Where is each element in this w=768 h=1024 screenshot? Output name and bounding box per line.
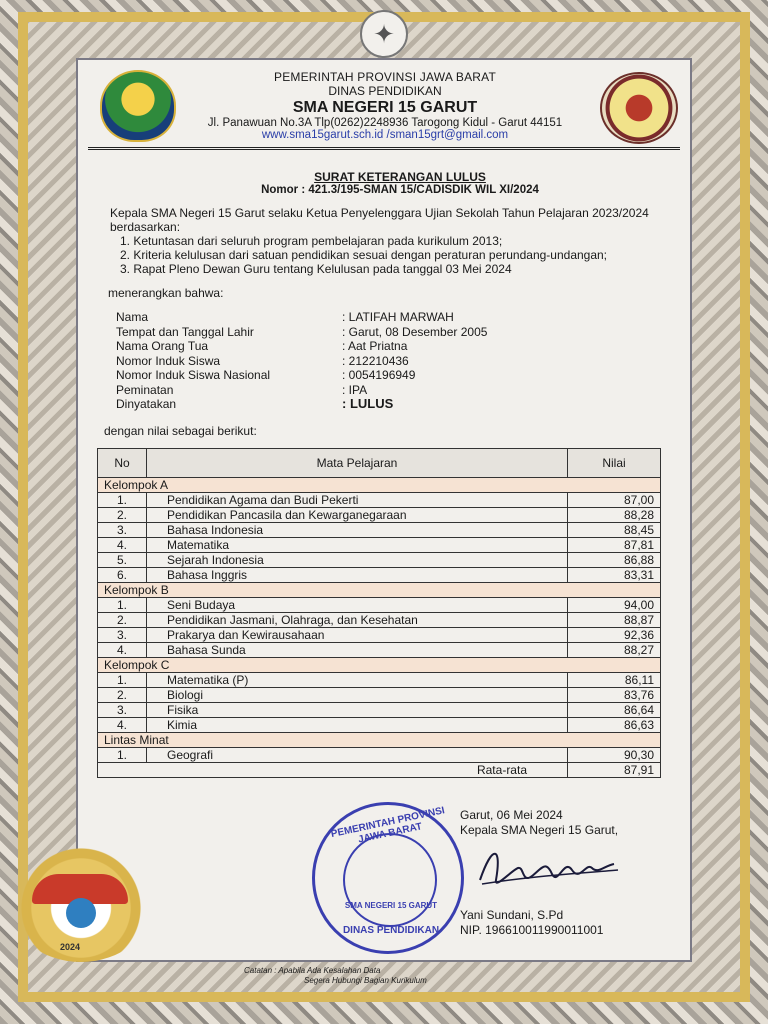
table-row (98, 613, 661, 628)
identity-row (116, 339, 642, 354)
school-contact: www.sma15garut.sch.id /sman15grt@gmail.com (261, 129, 509, 141)
stamp-bottom-text: DINAS PENDIDIKAN (342, 925, 440, 936)
row-no: 2. (98, 613, 147, 628)
row-score: 83,31 (568, 568, 661, 583)
table-row (98, 718, 661, 733)
table-row (98, 748, 661, 763)
intro-point: 2. Kriteria kelulusan dari satuan pendidikan sesuai dengan peraturan perundang-undangan; (120, 248, 608, 262)
badge-year: 2024 (60, 942, 81, 952)
row-subject: Seni Budaya (147, 598, 568, 613)
intro-point: 3. Rapat Pleno Dewan Guru tentang Kelulusan pada tanggal 03 Mei 2024 (120, 262, 512, 276)
row-score: 83,76 (568, 688, 661, 703)
row-subject: Bahasa Inggris (147, 568, 568, 583)
identity-row (116, 368, 642, 383)
stamp-top-text: PEMERINTAH PROVINSI JAWA BARAT (330, 805, 446, 846)
garuda-emblem-icon: ✦ (360, 10, 408, 58)
row-subject: Pendidikan Pancasila dan Kewarganegaraan (147, 508, 568, 523)
group-name: Lintas Minat (98, 733, 661, 748)
row-no: 2. (98, 688, 147, 703)
table-row (98, 493, 661, 508)
intro-point: 1. Ketuntasan dari seluruh program pembelajaran pada kurikulum 2013; (120, 234, 503, 248)
row-score: 88,45 (568, 523, 661, 538)
row-subject: Fisika (147, 703, 568, 718)
row-score: 88,27 (568, 643, 661, 658)
group-row (98, 658, 661, 673)
title-main: SURAT KETERANGAN LULUS (314, 170, 486, 184)
row-subject: Bahasa Indonesia (147, 523, 568, 538)
identity-value: : Garut, 08 Desember 2005 (342, 324, 488, 339)
table-row (98, 673, 661, 688)
footnote-line1: Catatan : Apabila Ada Kesalahan Data (244, 966, 381, 975)
row-score: 88,87 (568, 613, 661, 628)
row-subject: Sejarah Indonesia (147, 553, 568, 568)
footnote (244, 966, 524, 986)
identity-value: : 212210436 (342, 353, 409, 368)
signer-nip: NIP. 196610011990011001 (460, 923, 604, 937)
row-score: 87,81 (568, 538, 661, 553)
title-nomor: Nomor : 421.3/195-SMAN 15/CADISDIK WIL XI/2024 (261, 184, 539, 196)
row-no: 1. (98, 748, 147, 763)
row-subject: Geografi (147, 748, 568, 763)
row-subject: Kimia (147, 718, 568, 733)
school-address: Jl. Panawuan No.3A Tlp(0262)2248936 Tarogong Kidul - Garut 44151 (207, 117, 563, 129)
table-header (98, 449, 661, 478)
letterhead-divider (88, 147, 680, 150)
school-logo-icon (600, 72, 678, 144)
header-no: No (98, 449, 147, 478)
identity-label: Peminatan (116, 382, 174, 397)
graduation-status: : LULUS (342, 396, 394, 411)
table-row (98, 628, 661, 643)
table-row (98, 598, 661, 613)
row-no: 2. (98, 508, 147, 523)
row-subject: Biologi (147, 688, 568, 703)
student-identity (116, 310, 642, 412)
identity-label: Nama (116, 310, 149, 324)
intro-paragraph (110, 206, 670, 276)
row-subject: Matematika (147, 538, 568, 553)
kop-line2: DINAS PENDIDIKAN (328, 84, 442, 98)
table-row (98, 508, 661, 523)
average-value: 87,91 (568, 763, 661, 778)
school-stamp (312, 802, 464, 954)
table-row (98, 643, 661, 658)
table-row (98, 703, 661, 718)
row-score: 86,11 (568, 673, 661, 688)
document-title (100, 170, 700, 196)
footnote-line2: Segera Hubungi Bagian Kurikulum (304, 976, 427, 985)
table-row (98, 538, 661, 553)
row-score: 90,30 (568, 748, 661, 763)
identity-label: Dinyatakan (116, 397, 177, 411)
row-no: 1. (98, 598, 147, 613)
row-score: 86,63 (568, 718, 661, 733)
school-name: SMA NEGERI 15 GARUT (292, 99, 478, 116)
table-row (98, 688, 661, 703)
dengan-text: dengan nilai sebagai berikut: (104, 424, 257, 438)
menerangkan-text: menerangkan bahwa: (108, 286, 224, 300)
signer-name: Yani Sundani, S.Pd (460, 908, 564, 922)
row-subject: Pendidikan Jasmani, Olahraga, dan Kesehatan (147, 613, 568, 628)
group-row (98, 583, 661, 598)
row-no: 6. (98, 568, 147, 583)
row-no: 4. (98, 718, 147, 733)
handwritten-signature (472, 840, 622, 896)
group-name: Kelompok B (98, 583, 661, 598)
identity-value: : Aat Priatna (342, 339, 408, 353)
table-row (98, 568, 661, 583)
row-subject: Matematika (P) (147, 673, 568, 688)
row-subject: Prakarya dan Kewirausahaan (147, 628, 568, 643)
header-subject: Mata Pelajaran (147, 449, 568, 478)
row-no: 4. (98, 643, 147, 658)
identity-value: : LATIFAH MARWAH (342, 310, 454, 324)
stamp-inner-text: SMA NEGERI 15 GARUT (344, 901, 438, 910)
identity-label: Nomor Induk Siswa (116, 353, 221, 368)
group-name: Kelompok C (98, 658, 661, 673)
table-row (98, 553, 661, 568)
row-subject: Pendidikan Agama dan Budi Pekerti (147, 493, 568, 508)
row-no: 3. (98, 703, 147, 718)
identity-value: : IPA (342, 382, 368, 397)
intro-points (110, 234, 670, 276)
kop-line1: PEMERINTAH PROVINSI JAWA BARAT (273, 70, 497, 84)
identity-label: Nomor Induk Siswa Nasional (116, 368, 271, 382)
identity-row (116, 325, 642, 340)
group-name: Kelompok A (98, 478, 661, 493)
row-score: 92,36 (568, 628, 661, 643)
row-no: 4. (98, 538, 147, 553)
letterhead (170, 70, 600, 141)
row-no: 1. (98, 673, 147, 688)
row-no: 3. (98, 628, 147, 643)
identity-label: Nama Orang Tua (116, 339, 209, 353)
header-score: Nilai (568, 449, 661, 478)
group-row (98, 478, 661, 493)
row-no: 1. (98, 493, 147, 508)
average-label: Rata-rata (98, 763, 568, 778)
badge-emblem (66, 898, 96, 928)
row-no: 3. (98, 523, 147, 538)
row-score: 94,00 (568, 598, 661, 613)
place-date: Garut, 06 Mei 2024 (460, 808, 563, 822)
identity-row (116, 310, 642, 325)
identity-row (116, 397, 642, 412)
stamp-inner-ring (343, 833, 437, 927)
average-row (98, 763, 661, 778)
row-no: 5. (98, 553, 147, 568)
intro-text: Kepala SMA Negeri 15 Garut selaku Ketua Penyelenggara Ujian Sekolah Tahun Pelajaran 2023/2024 berdasarkan: (110, 206, 649, 234)
west-java-logo-icon (100, 70, 176, 142)
row-score: 87,00 (568, 493, 661, 508)
grades-body (98, 478, 661, 778)
identity-label: Tempat dan Tanggal Lahir (116, 324, 254, 339)
identity-row (116, 383, 642, 398)
table-row (98, 523, 661, 538)
grades-table (97, 448, 661, 778)
signer-role: Kepala SMA Negeri 15 Garut, (460, 823, 619, 837)
row-score: 88,28 (568, 508, 661, 523)
identity-value: : 0054196949 (342, 368, 416, 382)
group-row (98, 733, 661, 748)
row-score: 86,64 (568, 703, 661, 718)
identity-row (116, 354, 642, 369)
row-subject: Bahasa Sunda (147, 643, 568, 658)
anniversary-badge-icon (8, 842, 154, 962)
row-score: 86,88 (568, 553, 661, 568)
